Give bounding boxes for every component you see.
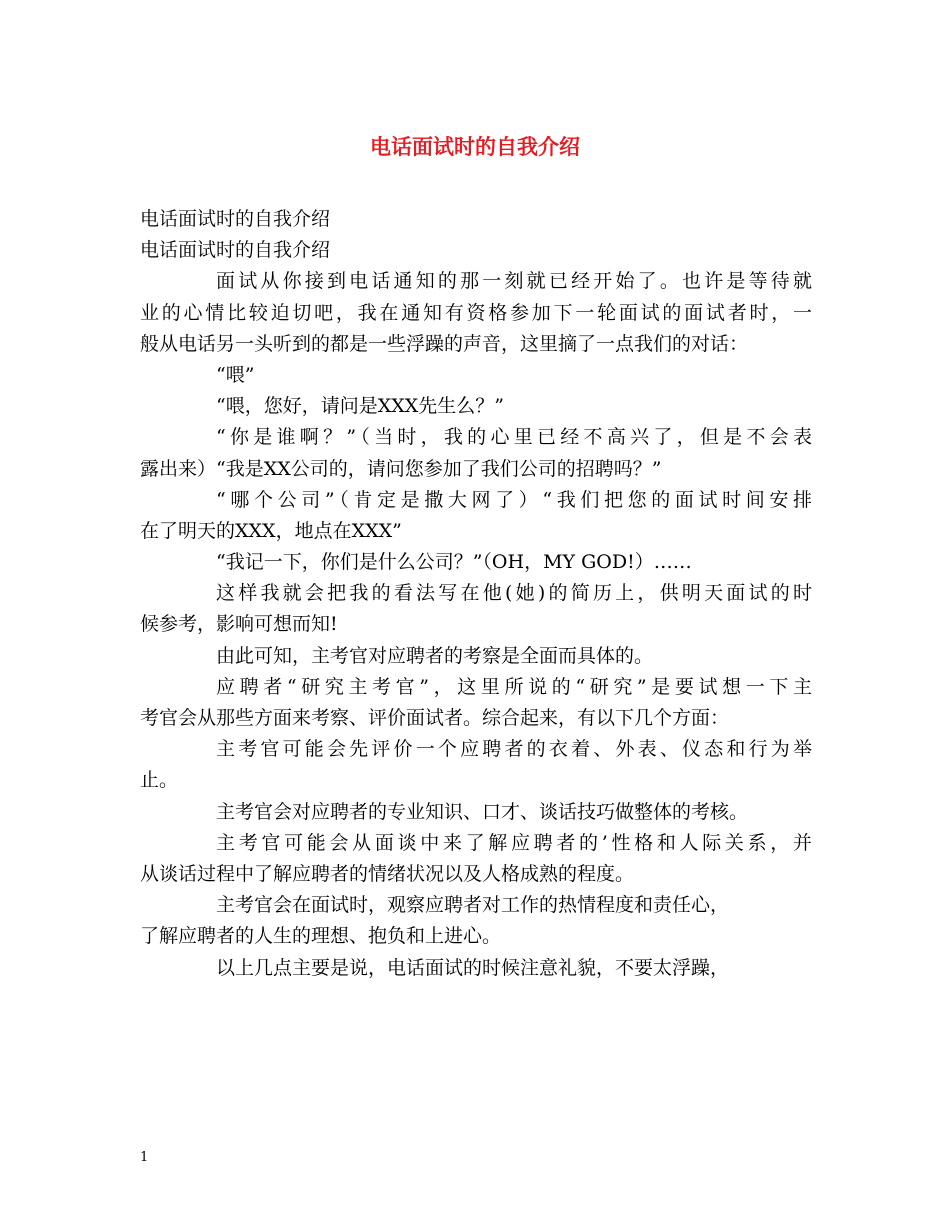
paragraph-line: 主考官会在面试时，观察应聘者对工作的热情程度和责任心， bbox=[216, 894, 730, 917]
document-body bbox=[140, 204, 812, 984]
paragraph-line: 主考官会对应聘者的专业知识、口才、谈话技巧做整体的考核。 bbox=[216, 800, 749, 823]
dialogue-line: “喂” bbox=[216, 363, 255, 386]
body-line-heading-2: 电话面试时的自我介绍 bbox=[140, 239, 331, 262]
paragraph-line: 由此可知，主考官对应聘者的考察是全面而具体的。 bbox=[216, 644, 654, 667]
paragraph-line: 了解应聘者的人生的理想、抱负和上进心。 bbox=[140, 925, 502, 948]
dialogue-line: 在了明天的XXX，地点在XXX” bbox=[140, 519, 402, 542]
dialogue-line: “我记一下，你们是什么公司？”（OH，MY GOD!）…… bbox=[216, 551, 692, 574]
paragraph-line: 般从电话另一头听到的都是一些浮躁的声音，这里摘了一点我们的对话： bbox=[140, 332, 749, 355]
paragraph-line: 止。 bbox=[140, 769, 179, 792]
paragraph-line: 这样我就会把我的看法写在他(她)的简历上，供明天面试的时 bbox=[216, 582, 812, 605]
paragraph-line: 应聘者“研究主考官”，这里所说的“研究”是要试想一下主 bbox=[216, 675, 812, 698]
dialogue-line: “喂，您好，请问是XXX先生么？” bbox=[216, 395, 505, 418]
document-title: 电话面试时的自我介绍 bbox=[370, 135, 580, 159]
dialogue-line: “你是谁啊？”（当时，我的心里已经不高兴了，但是不会表 bbox=[216, 426, 812, 449]
paragraph-line: 候参考，影响可想而知! bbox=[140, 613, 338, 636]
dialogue-line: 露出来）“我是XX公司的，请问您参加了我们公司的招聘吗？” bbox=[140, 457, 662, 480]
paragraph-line: 考官会从那些方面来考察、评价面试者。综合起来，有以下几个方面： bbox=[140, 707, 730, 729]
paragraph-line: 面试从你接到电话通知的那一刻就已经开始了。也许是等待就 bbox=[216, 270, 812, 293]
dialogue-line: “哪个公司”（肯定是撒大网了）“我们把您的面试时间安排 bbox=[216, 488, 812, 511]
paragraph-line: 业的心情比较迫切吧，我在通知有资格参加下一轮面试的面试者时，一 bbox=[140, 301, 812, 324]
body-line-heading-1: 电话面试时的自我介绍 bbox=[140, 208, 331, 230]
paragraph-line: 以上几点主要是说，电话面试的时候注意礼貌，不要太浮躁， bbox=[216, 956, 730, 979]
paragraph-line: 主考官可能会先评价一个应聘者的衣着、外表、仪态和行为举 bbox=[216, 738, 812, 761]
paragraph-line: 从谈话过程中了解应聘者的情绪状况以及人格成熟的程度。 bbox=[140, 862, 635, 885]
paragraph-line: 主考官可能会从面谈中来了解应聘者的’性格和人际关系，并 bbox=[216, 831, 812, 854]
page-number: 1 bbox=[140, 1150, 149, 1165]
